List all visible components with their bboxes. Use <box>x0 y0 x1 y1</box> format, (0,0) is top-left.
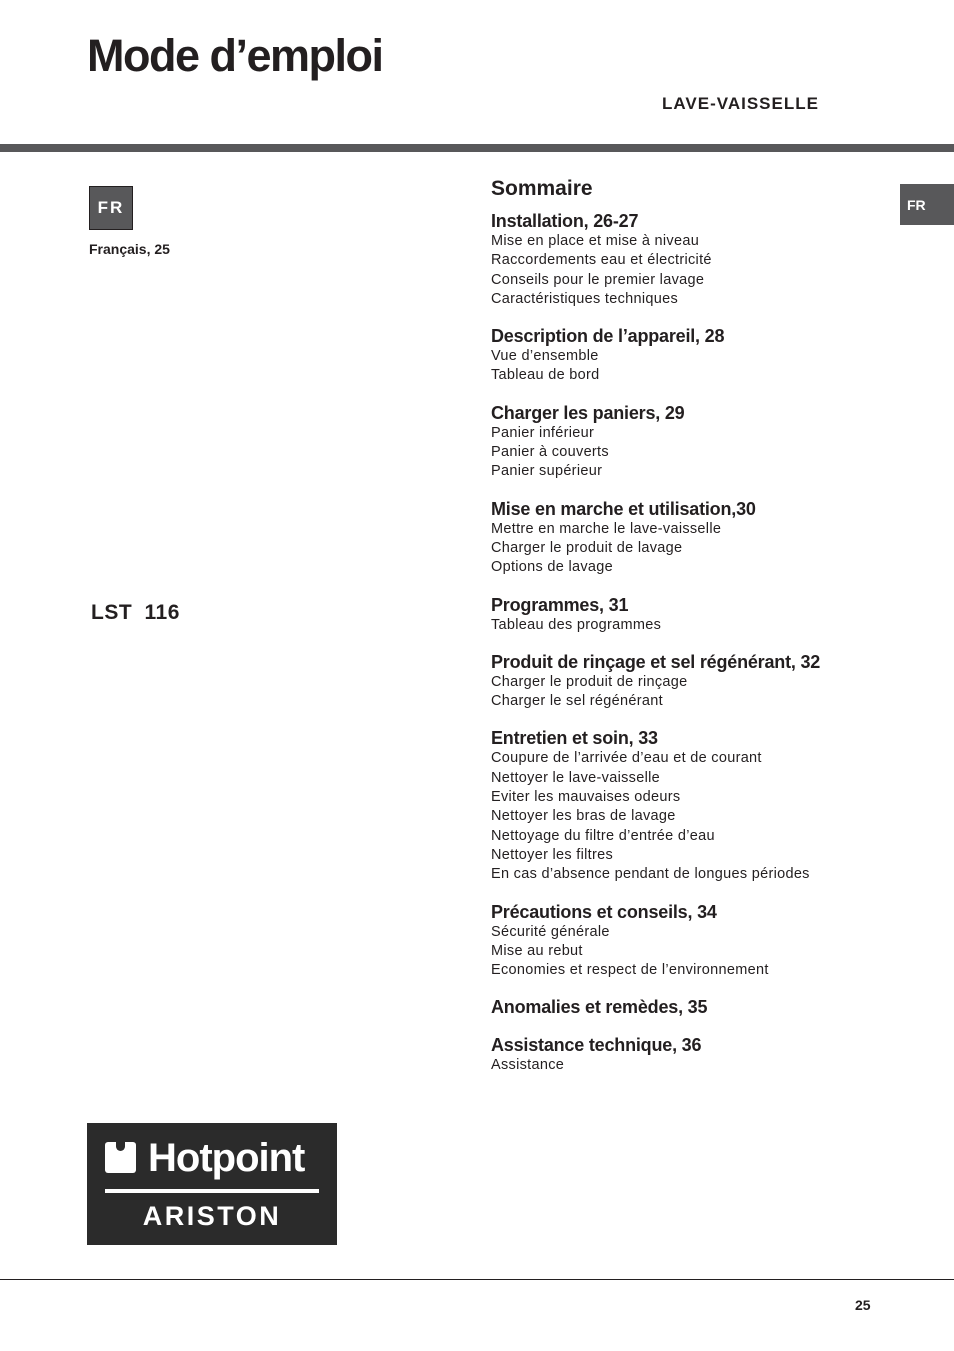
toc-subitem: Mise en place et mise à niveau <box>491 233 700 249</box>
toc-subitem: Charger le produit de lavage <box>491 539 683 556</box>
toc-subitem: Panier supérieur <box>491 463 603 480</box>
toc-section <box>491 997 891 1018</box>
toc-subitem: Panier à couverts <box>491 444 609 461</box>
toc-section <box>491 499 891 578</box>
toc-section <box>491 326 891 386</box>
toc-subitem: Tableau des programmes <box>491 616 662 633</box>
toc-subitem: Nettoyer les bras de lavage <box>491 808 676 825</box>
toc-subitem: Tableau de bord <box>491 367 600 384</box>
footer-divider <box>0 1279 954 1280</box>
toc-heading: Sommaire <box>491 177 593 200</box>
model-number: LST 116 <box>91 601 180 624</box>
toc-subitem: Charger le produit de rinçage <box>491 673 688 690</box>
toc-subitem: Economies et respect de l’environnement <box>491 962 769 979</box>
toc-section-title: Programmes, 31 <box>491 594 629 615</box>
toc-section-title: Mise en marche et utilisation,30 <box>491 498 756 519</box>
header-divider <box>0 144 954 152</box>
logo-wordmark-hotpoint: Hotpoint <box>148 1136 305 1180</box>
product-type: LAVE-VAISSELLE <box>662 94 819 113</box>
toc-section <box>491 403 891 482</box>
toc-subitem: Nettoyer le lave-vaisselle <box>491 769 660 786</box>
page-number: 25 <box>855 1297 871 1313</box>
toc-section-title: Description de l’appareil, 28 <box>491 326 725 347</box>
toc-section <box>491 1035 891 1075</box>
brand-logo <box>87 1123 337 1245</box>
toc-subitem: Caractéristiques techniques <box>491 290 679 307</box>
toc-subitem: Eviter les mauvaises odeurs <box>491 789 681 806</box>
logo-wordmark-ariston: ARISTON <box>142 1201 282 1231</box>
toc-subitem: Options de lavage <box>491 559 613 576</box>
toc-subitem: Raccordements eau et électricité <box>491 252 712 269</box>
toc-sections <box>491 211 891 1076</box>
logo-mark-icon <box>105 1142 136 1173</box>
toc-section <box>491 211 891 309</box>
toc-section-title: Produit de rinçage et sel régénérant, 32 <box>491 651 821 672</box>
toc-subitem: Sécurité générale <box>491 923 610 940</box>
language-page-reference: Français, 25 <box>89 241 170 257</box>
toc-section <box>491 652 891 712</box>
language-side-tab: FR <box>900 184 954 225</box>
language-badge: FR <box>89 186 133 230</box>
toc-section-title: Installation, 26-27 <box>491 211 639 231</box>
toc-section-title: Charger les paniers, 29 <box>491 402 685 423</box>
toc-subitem: Vue d’ensemble <box>491 348 599 365</box>
toc-section <box>491 728 891 884</box>
toc-subitem: Nettoyage du filtre d’entrée d’eau <box>491 827 715 844</box>
toc-subitem: Panier inférieur <box>491 424 595 441</box>
toc-section-title: Assistance technique, 36 <box>491 1035 702 1056</box>
toc-section <box>491 595 891 635</box>
toc-subitem: Nettoyer les filtres <box>491 846 614 863</box>
page-title: Mode d’emploi <box>87 30 383 81</box>
toc-section-title: Précautions et conseils, 34 <box>491 901 717 922</box>
toc-subitem: Assistance <box>491 1057 565 1074</box>
toc-subitem: Mise au rebut <box>491 942 583 959</box>
toc-subitem: Charger le sel régénérant <box>491 693 663 710</box>
logo-divider <box>105 1189 319 1193</box>
toc-subitem: Conseils pour le premier lavage <box>491 271 705 288</box>
table-of-contents <box>491 176 891 1093</box>
toc-subitem: En cas d’absence pendant de longues périodes <box>491 866 810 883</box>
toc-section-title: Anomalies et remèdes, 35 <box>491 997 708 1018</box>
toc-section-title: Entretien et soin, 33 <box>491 728 658 749</box>
toc-subitem: Mettre en marche le lave-vaisselle <box>491 520 722 537</box>
toc-section <box>491 902 891 981</box>
toc-subitem: Coupure de l’arrivée d’eau et de courant <box>491 750 762 767</box>
